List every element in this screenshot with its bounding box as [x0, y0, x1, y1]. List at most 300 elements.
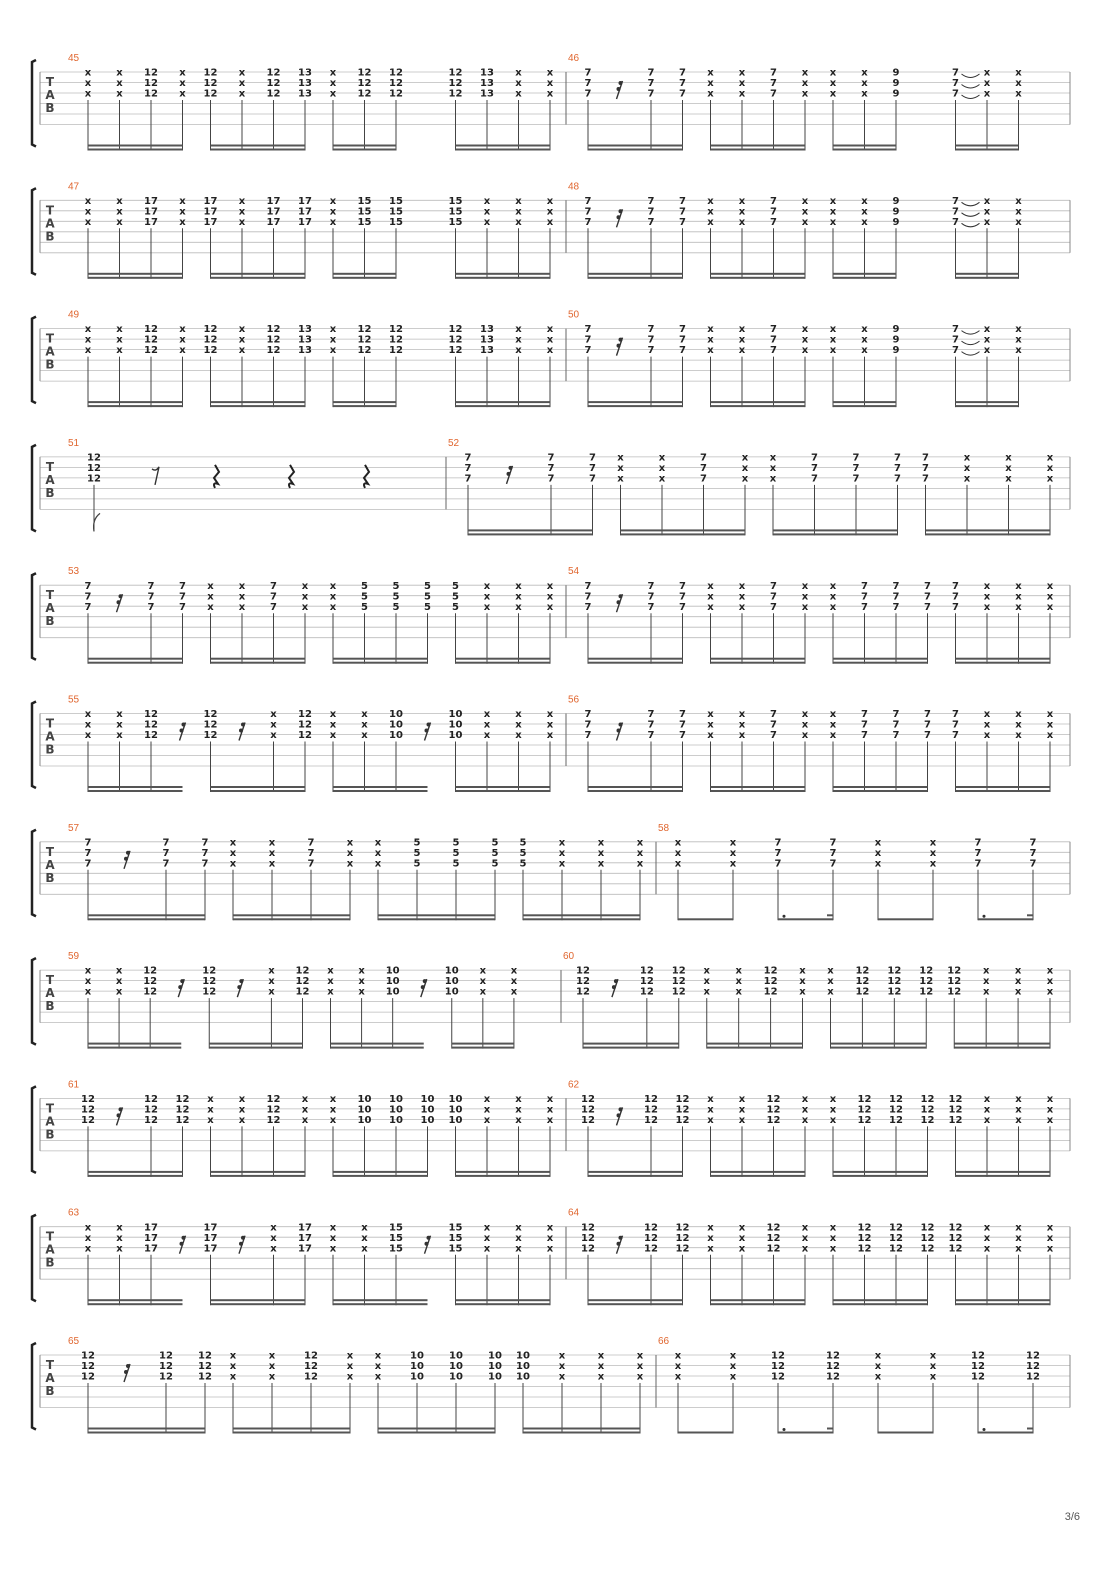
- beam: [956, 1175, 1051, 1177]
- dead-note-mark: x: [179, 195, 186, 207]
- dead-note-mark: x: [829, 216, 837, 228]
- fret-number: 10: [448, 719, 463, 731]
- dead-note-mark: x: [617, 463, 624, 474]
- dead-note-mark: x: [327, 976, 334, 988]
- fret-number: 10: [410, 1361, 424, 1373]
- fret-number: 12: [855, 986, 870, 998]
- beam: [678, 1432, 733, 1434]
- fret-number: 7: [861, 601, 868, 613]
- dead-note-mark: x: [707, 345, 714, 357]
- fret-number: 12: [87, 473, 101, 485]
- dead-note-mark: x: [374, 847, 382, 859]
- dead-note-mark: x: [483, 195, 491, 207]
- fret-number: 12: [920, 1104, 935, 1116]
- dead-note-mark: x: [1046, 452, 1054, 464]
- fret-number: 5: [413, 837, 421, 849]
- fret-number: 9: [892, 88, 900, 100]
- fret-number: 7: [584, 591, 592, 603]
- beam: [211, 401, 306, 403]
- fret-number: 12: [971, 1371, 985, 1383]
- fret-number: 9: [892, 67, 900, 79]
- beam: [88, 405, 183, 407]
- fret-number: 7: [861, 730, 868, 742]
- beam: [211, 273, 306, 275]
- dead-note-mark: x: [707, 1232, 714, 1244]
- dead-note-mark: x: [483, 1243, 491, 1255]
- dead-note-mark: x: [1014, 976, 1022, 988]
- tab-clef-letter: T: [45, 1101, 55, 1116]
- measure: [566, 1208, 1054, 1306]
- dead-note-mark: x: [861, 67, 868, 79]
- fret-number: 12: [920, 1222, 935, 1234]
- rest-dot: [237, 985, 241, 989]
- beam: [88, 790, 183, 792]
- fret-number: 10: [389, 730, 403, 742]
- measure: [566, 181, 1022, 278]
- fret-number: 12: [175, 1115, 190, 1126]
- beam: [333, 1299, 428, 1301]
- dead-note-mark: x: [301, 1104, 309, 1116]
- dead-note-mark: x: [116, 206, 123, 218]
- system-bracket: [32, 1343, 36, 1430]
- dead-note-mark: x: [707, 1094, 714, 1105]
- dead-note-mark: x: [515, 78, 522, 90]
- fret-number: 12: [295, 986, 310, 998]
- fret-number: 7: [829, 858, 837, 870]
- fret-number: 7: [647, 345, 655, 357]
- fret-number: 7: [952, 324, 959, 336]
- dead-note-mark: x: [1046, 580, 1054, 592]
- beam: [678, 918, 733, 920]
- fret-number: 13: [480, 324, 494, 336]
- tab-clef-letter: B: [45, 614, 55, 629]
- fret-number: 5: [424, 601, 431, 613]
- fret-number: 7: [952, 195, 959, 207]
- measure-number: 52: [448, 437, 460, 449]
- dead-note-mark: x: [738, 345, 746, 357]
- measure-number: 65: [68, 1336, 80, 1347]
- rest-dot: [425, 729, 429, 733]
- fret-number: 7: [307, 858, 315, 870]
- measure: [68, 823, 644, 921]
- beam: [833, 1303, 928, 1305]
- dead-note-mark: x: [801, 709, 809, 721]
- fret-number: 7: [952, 719, 959, 731]
- fret-number: 7: [829, 837, 837, 849]
- fret-number: 7: [679, 88, 686, 100]
- fret-number: 7: [147, 580, 155, 592]
- fret-number: 7: [584, 719, 592, 731]
- dead-note-mark: x: [116, 88, 123, 100]
- dead-note-mark: x: [874, 1371, 882, 1383]
- measure: [566, 695, 1054, 793]
- fret-number: 12: [203, 67, 218, 79]
- fret-number: 12: [143, 986, 158, 998]
- dead-note-mark: x: [346, 837, 354, 849]
- fret-number: 5: [424, 591, 431, 603]
- dead-note-mark: x: [1046, 473, 1054, 485]
- dead-note-mark: x: [546, 324, 554, 336]
- measure: [68, 566, 554, 664]
- beam: [211, 786, 306, 788]
- dead-note-mark: x: [546, 216, 554, 228]
- dead-note-mark: x: [597, 847, 605, 859]
- fret-number: 5: [491, 837, 499, 849]
- fret-number: 7: [84, 858, 92, 870]
- fret-number: 12: [266, 1115, 281, 1126]
- beam-stub: [1027, 1428, 1033, 1430]
- beam: [88, 1303, 183, 1305]
- fret-number: 12: [144, 324, 158, 336]
- measure: [566, 1079, 1054, 1177]
- measure-number: 59: [68, 951, 80, 963]
- fret-number: 12: [266, 1094, 281, 1105]
- fret-number: 7: [952, 206, 959, 218]
- dead-note-mark: x: [207, 1104, 214, 1116]
- fret-number: 10: [449, 1361, 463, 1373]
- fret-number: 7: [770, 216, 777, 228]
- dead-note-mark: x: [1014, 986, 1022, 998]
- fret-number: 7: [647, 67, 655, 79]
- fret-number: 12: [948, 1104, 963, 1116]
- beam: [88, 1175, 183, 1177]
- fret-number: 12: [919, 965, 934, 977]
- rest-dot: [617, 600, 621, 604]
- dead-note-mark: x: [827, 986, 834, 998]
- dead-note-mark: x: [483, 216, 491, 228]
- fret-number: 7: [974, 837, 982, 849]
- fret-number: 15: [389, 206, 403, 218]
- fret-number: 12: [763, 965, 778, 977]
- fret-number: 7: [547, 473, 555, 485]
- fret-number: 12: [266, 78, 281, 90]
- beam: [926, 529, 1051, 531]
- dead-note-mark: x: [329, 324, 337, 336]
- dead-note-mark: x: [329, 730, 337, 742]
- fret-number: 10: [448, 1115, 463, 1126]
- dead-note-mark: x: [546, 67, 554, 79]
- fret-number: 12: [448, 334, 463, 346]
- fret-number: 7: [679, 591, 686, 603]
- fret-number: 7: [892, 719, 900, 731]
- dead-note-mark: x: [982, 986, 990, 998]
- fret-number: 9: [892, 206, 900, 218]
- page-number: 3/6: [1064, 1511, 1080, 1523]
- measure-number: 54: [568, 566, 580, 578]
- tab-clef-letter: T: [45, 75, 55, 89]
- fret-number: 12: [766, 1094, 781, 1105]
- dead-note-mark: x: [1015, 195, 1022, 207]
- dead-note-mark: x: [658, 473, 666, 485]
- fret-number: 5: [392, 580, 400, 592]
- measure-number: 62: [568, 1079, 580, 1091]
- tab-clef-letter: B: [45, 1127, 55, 1142]
- dead-note-mark: x: [515, 324, 522, 336]
- dead-note-mark: x: [1046, 1232, 1054, 1244]
- fret-number: 12: [947, 986, 962, 998]
- beam: [88, 1171, 183, 1173]
- dead-note-mark: x: [558, 1371, 566, 1383]
- fret-number: 7: [861, 709, 868, 721]
- beam: [878, 1432, 933, 1434]
- fret-number: 7: [1029, 847, 1037, 859]
- dead-note-mark: x: [329, 709, 337, 721]
- fret-number: 12: [295, 976, 310, 988]
- measure-number: 60: [563, 951, 575, 963]
- beam: [621, 529, 746, 531]
- fret-number: 12: [144, 719, 158, 731]
- tab-clef-letter: A: [45, 1371, 55, 1385]
- beam: [333, 790, 428, 792]
- fret-number: 5: [361, 591, 368, 603]
- fret-number: 7: [852, 463, 860, 474]
- dead-note-mark: x: [329, 216, 337, 228]
- dead-note-mark: x: [179, 67, 186, 79]
- rest-dot: [619, 723, 623, 727]
- beam: [588, 658, 683, 660]
- beam: [956, 149, 1019, 151]
- dead-note-mark: x: [301, 1115, 309, 1126]
- dead-note-mark: x: [207, 1094, 214, 1105]
- dead-note-mark: x: [829, 1222, 837, 1234]
- beam: [956, 790, 1051, 792]
- beam: [711, 1175, 806, 1177]
- rest-dot: [124, 857, 128, 861]
- dead-note-mark: x: [1046, 1243, 1054, 1255]
- dead-note-mark: x: [801, 1222, 809, 1234]
- dead-note-mark: x: [829, 334, 837, 346]
- fret-number: 12: [644, 1222, 658, 1234]
- beam-stub: [827, 1428, 833, 1430]
- system-bracket: [32, 702, 36, 789]
- beam: [211, 790, 306, 792]
- fret-number: 7: [974, 858, 982, 870]
- rest-dot: [182, 1236, 186, 1240]
- fret-number: 12: [448, 67, 463, 79]
- dead-note-mark: x: [801, 730, 809, 742]
- fret-number: 12: [87, 452, 101, 464]
- dead-note-mark: x: [515, 1243, 522, 1255]
- dead-note-mark: x: [707, 78, 714, 90]
- dead-note-mark: x: [84, 730, 92, 742]
- fret-number: 7: [584, 195, 592, 207]
- dead-note-mark: x: [238, 67, 246, 79]
- dead-note-mark: x: [983, 1222, 991, 1234]
- fret-number: 12: [159, 1371, 173, 1383]
- fret-number: 7: [770, 719, 777, 731]
- beam: [233, 1428, 350, 1430]
- beam: [333, 1175, 428, 1177]
- dead-note-mark: x: [707, 334, 714, 346]
- fret-number: 10: [516, 1350, 530, 1362]
- beam: [588, 277, 683, 279]
- fret-number: 15: [448, 1222, 463, 1234]
- fret-number: 12: [298, 709, 312, 721]
- fret-number: 13: [298, 67, 312, 79]
- fret-number: 5: [413, 858, 421, 870]
- beam: [833, 1299, 928, 1301]
- fret-number: 17: [266, 195, 281, 207]
- dead-note-mark: x: [329, 206, 337, 218]
- fret-number: 15: [357, 195, 372, 207]
- beam: [711, 277, 806, 279]
- beam: [711, 149, 806, 151]
- fret-number: 9: [892, 345, 900, 357]
- fret-number: 12: [203, 719, 218, 731]
- beam: [88, 658, 183, 660]
- beam: [831, 1047, 927, 1049]
- dead-note-mark: x: [983, 78, 991, 90]
- dead-note-mark: x: [829, 206, 837, 218]
- fret-number: 17: [298, 1243, 312, 1255]
- beam: [711, 1171, 806, 1173]
- dead-note-mark: x: [707, 216, 714, 228]
- dead-note-mark: x: [729, 858, 737, 870]
- fret-number: 7: [647, 334, 655, 346]
- dead-note-mark: x: [829, 88, 837, 100]
- fret-number: 5: [452, 601, 459, 613]
- dead-note-mark: x: [116, 345, 123, 357]
- dead-note-mark: x: [558, 1350, 566, 1362]
- tab-system: [32, 823, 1070, 921]
- fret-number: 7: [774, 847, 782, 859]
- dead-note-mark: x: [801, 67, 809, 79]
- fret-number: 12: [948, 1232, 963, 1244]
- tie-arc: [962, 352, 980, 356]
- fret-number: 7: [770, 591, 777, 603]
- rest-dot: [180, 979, 184, 983]
- dead-note-mark: x: [861, 88, 868, 100]
- dead-note-mark: x: [983, 709, 991, 721]
- beam: [333, 786, 428, 788]
- system-bracket: [32, 958, 36, 1045]
- fret-number: 12: [920, 1243, 935, 1255]
- beam: [588, 273, 683, 275]
- fret-number: 12: [826, 1371, 840, 1383]
- measure-number: 64: [568, 1207, 580, 1219]
- tab-clef-letter: A: [45, 1114, 55, 1129]
- fret-number: 12: [947, 965, 962, 977]
- fret-number: 7: [892, 591, 900, 603]
- dead-note-mark: x: [116, 195, 123, 207]
- dead-note-mark: x: [483, 1232, 491, 1244]
- dead-note-mark: x: [268, 986, 275, 998]
- beam: [331, 1043, 424, 1045]
- fret-number: 7: [811, 473, 818, 485]
- beam: [588, 786, 683, 788]
- tab-clef-letter: T: [45, 203, 55, 218]
- rest-dot: [612, 985, 616, 989]
- dead-note-mark: x: [329, 1104, 337, 1116]
- fret-number: 7: [589, 473, 596, 485]
- beam: [88, 145, 183, 147]
- fret-number: 12: [675, 1222, 690, 1234]
- beam: [583, 1043, 679, 1045]
- fret-number: 17: [203, 206, 218, 218]
- fret-number: 12: [857, 1222, 872, 1234]
- fret-number: 12: [304, 1350, 318, 1362]
- dead-note-mark: x: [483, 591, 491, 603]
- fret-number: 7: [924, 601, 931, 613]
- fret-number: 12: [198, 1361, 212, 1373]
- fret-number: 7: [201, 858, 209, 870]
- dead-note-mark: x: [116, 719, 123, 731]
- dead-note-mark: x: [546, 1115, 554, 1126]
- fret-number: 5: [413, 847, 421, 859]
- tab-system: [32, 695, 1070, 793]
- dead-note-mark: x: [116, 67, 123, 79]
- fret-number: 13: [298, 88, 312, 100]
- eighth-rest: [152, 467, 159, 485]
- dead-note-mark: x: [346, 1361, 354, 1373]
- fret-number: 7: [679, 601, 686, 613]
- beam: [452, 1043, 514, 1045]
- dead-note-mark: x: [84, 986, 92, 998]
- fret-number: 12: [304, 1361, 318, 1373]
- beam: [88, 1043, 181, 1045]
- dead-note-mark: x: [116, 730, 123, 742]
- dead-note-mark: x: [207, 580, 214, 592]
- dead-note-mark: x: [270, 719, 277, 731]
- dead-note-mark: x: [301, 591, 309, 603]
- fret-number: 5: [519, 858, 527, 870]
- fret-number: 12: [389, 334, 403, 346]
- rest-dot: [117, 1113, 121, 1117]
- dead-note-mark: x: [329, 78, 337, 90]
- fret-number: 17: [203, 1222, 218, 1234]
- dead-note-mark: x: [1015, 1222, 1022, 1234]
- fret-number: 7: [861, 719, 868, 731]
- dead-note-mark: x: [729, 1361, 737, 1373]
- fret-number: 12: [198, 1350, 212, 1362]
- fret-number: 12: [159, 1361, 173, 1373]
- dead-note-mark: x: [636, 858, 644, 870]
- dead-note-mark: x: [982, 976, 990, 988]
- dead-note-mark: x: [1046, 591, 1054, 603]
- beam: [333, 277, 396, 279]
- fret-number: 13: [480, 67, 494, 79]
- dead-note-mark: x: [84, 1222, 92, 1234]
- fret-number: 7: [922, 473, 929, 485]
- fret-number: 12: [857, 1094, 872, 1105]
- fret-number: 5: [392, 601, 400, 613]
- beam: [378, 918, 495, 920]
- dead-note-mark: x: [329, 1222, 337, 1234]
- beam: [833, 273, 896, 275]
- fret-number: 10: [448, 1104, 463, 1116]
- rest-dot: [507, 472, 511, 476]
- dead-note-mark: x: [179, 334, 186, 346]
- dead-note-mark: x: [707, 324, 714, 336]
- dead-note-mark: x: [658, 463, 666, 474]
- fret-number: 10: [448, 709, 463, 721]
- rest-dot: [126, 1364, 130, 1368]
- dead-note-mark: x: [374, 1361, 382, 1373]
- dead-note-mark: x: [707, 206, 714, 218]
- beam: [778, 1432, 833, 1434]
- fret-number: 12: [581, 1115, 595, 1126]
- dead-note-mark: x: [703, 986, 710, 998]
- fret-number: 17: [298, 206, 312, 218]
- fret-number: 12: [81, 1361, 95, 1373]
- fret-number: 10: [389, 1094, 403, 1105]
- dead-note-mark: x: [983, 324, 991, 336]
- dead-note-mark: x: [617, 473, 624, 485]
- fret-number: 7: [679, 719, 686, 731]
- fret-number: 15: [389, 195, 403, 207]
- dead-note-mark: x: [929, 1371, 937, 1383]
- dead-note-mark: x: [358, 965, 365, 977]
